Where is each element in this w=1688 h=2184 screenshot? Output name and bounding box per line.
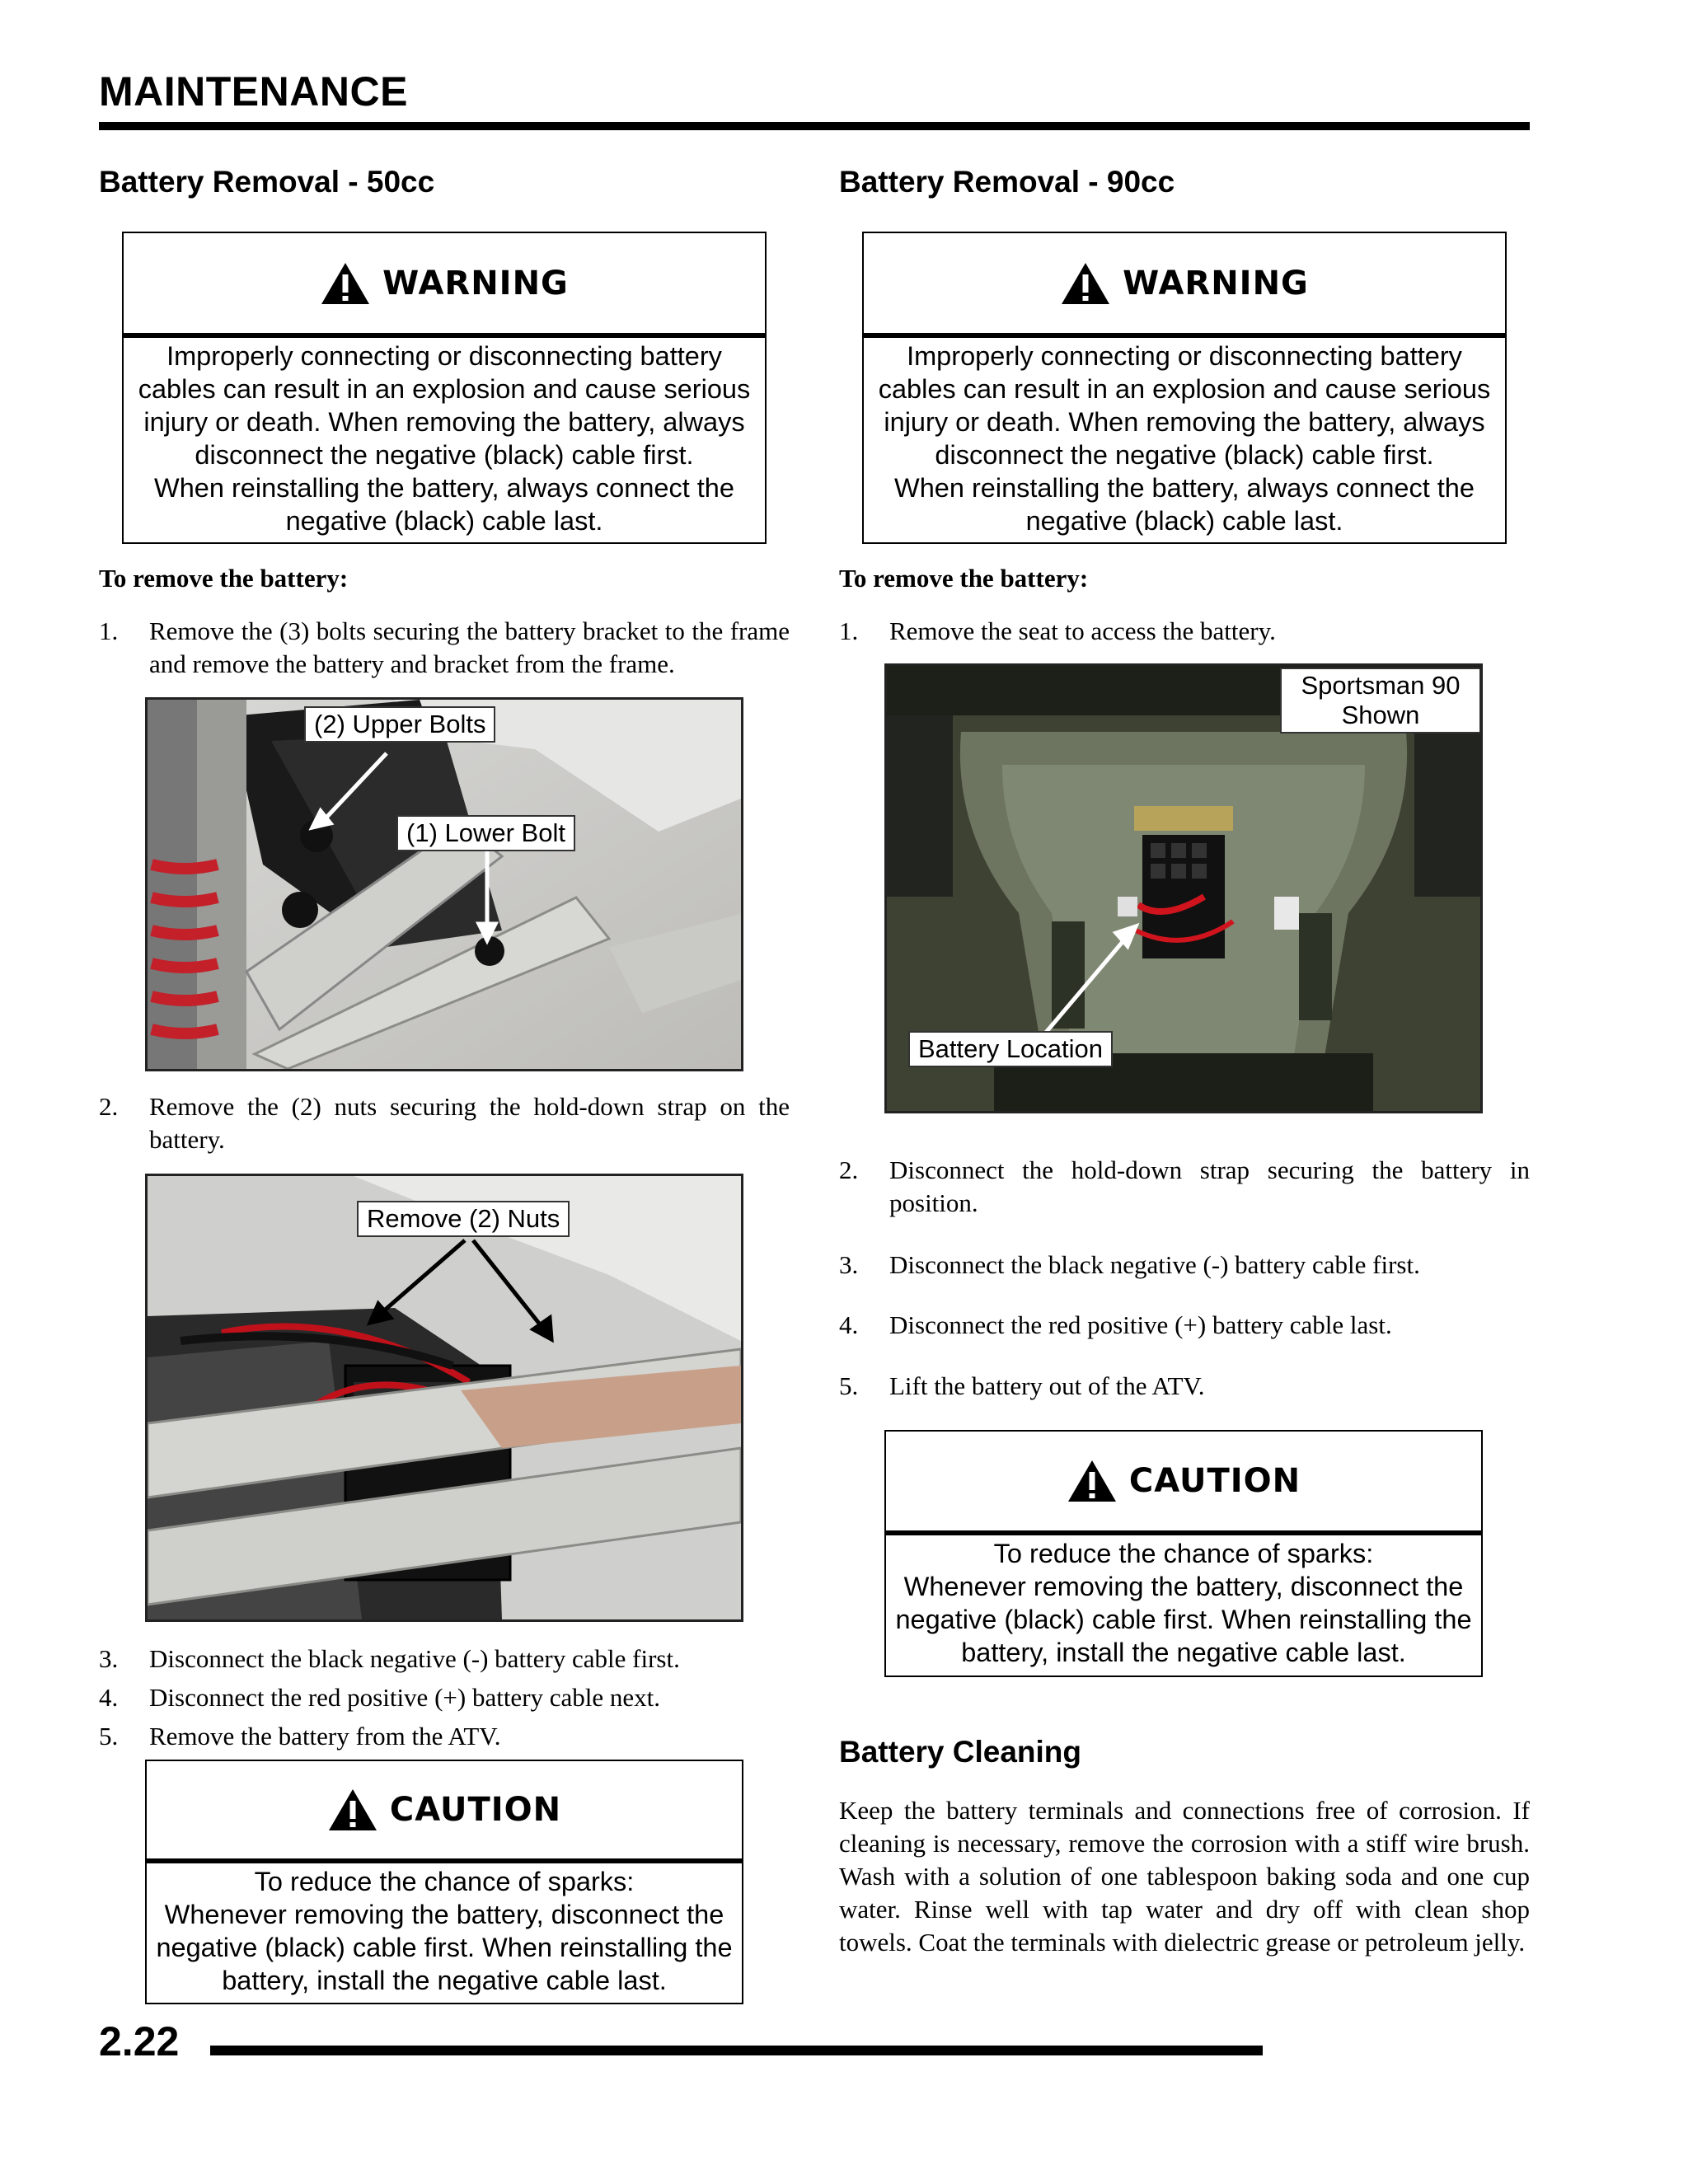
callout-line: Sportsman 90 xyxy=(1301,671,1461,700)
warning-triangle-icon xyxy=(1060,261,1111,306)
caution-line: battery, install the negative cable last. xyxy=(961,1638,1406,1667)
subhead-50cc: To remove the battery: xyxy=(99,564,349,593)
caution-text xyxy=(886,1535,1481,1669)
warning-line: cables can result in an explosion and cause serious xyxy=(138,374,751,404)
photo-battery-location xyxy=(884,663,1483,1113)
step-4-90cc xyxy=(839,1309,1530,1342)
header-rule xyxy=(99,122,1530,130)
step-number: 1. xyxy=(839,616,859,645)
caution-box-90cc xyxy=(884,1430,1483,1677)
step-2-50cc xyxy=(99,1090,790,1158)
caution-text xyxy=(147,1863,742,1997)
warning-box-50cc xyxy=(122,232,767,544)
page-header-title: MAINTENANCE xyxy=(99,68,408,115)
callout-battery-location: Battery Location xyxy=(908,1031,1113,1067)
warning-line: disconnect the negative (black) cable first. xyxy=(935,440,1434,470)
step-text: Remove the (3) bolts securing the battery bracket to the frame and remove the battery and bracket from the frame. xyxy=(149,616,790,678)
warning-triangle-icon xyxy=(320,261,371,306)
caution-line: battery, install the negative cable last. xyxy=(222,1966,667,1995)
step-2-90cc xyxy=(839,1154,1530,1221)
warning-header xyxy=(124,233,765,338)
battery-bracket-image xyxy=(148,700,741,1069)
step-3-90cc xyxy=(839,1249,1530,1282)
warning-box-90cc xyxy=(862,232,1507,544)
warning-triangle-icon xyxy=(1067,1459,1118,1503)
step-text: Disconnect the red positive (+) battery cable next. xyxy=(149,1683,661,1712)
battery-cleaning-paragraph: Keep the battery terminals and connections free of corrosion. If cleaning is necessary, remove the corrosion with a stiff wire brush. Wash with a solution of one tablespoon baking soda and one cup water. Rinse well with tap water and dry off with clean shop towels. Coat the terminals with dielectric grease or petroleum jelly. xyxy=(839,1796,1530,1957)
callout-remove-nuts: Remove (2) Nuts xyxy=(357,1201,570,1237)
warning-text xyxy=(864,338,1505,537)
warning-label: WARNING xyxy=(382,264,569,302)
caution-label: CAUTION xyxy=(389,1791,562,1829)
step-text: Remove the battery from the ATV. xyxy=(149,1722,501,1750)
warning-triangle-icon xyxy=(327,1788,378,1832)
warning-line: When reinstalling the battery, always connect the xyxy=(154,473,734,503)
section-title-90cc: Battery Removal - 90cc xyxy=(839,165,1175,199)
caution-line: negative (black) cable first. When reinstalling the xyxy=(895,1605,1472,1634)
step-1-50cc xyxy=(99,615,790,682)
warning-line: Improperly connecting or disconnecting battery xyxy=(907,341,1462,371)
step-text: Disconnect the black negative (-) battery cable first. xyxy=(889,1250,1420,1279)
caution-box-50cc xyxy=(145,1760,743,2004)
step-number: 4. xyxy=(839,1310,859,1339)
step-text: Disconnect the hold-down strap securing the battery in position. xyxy=(889,1155,1530,1217)
step-number: 5. xyxy=(839,1371,859,1400)
step-text: Remove the seat to access the battery. xyxy=(889,616,1276,645)
step-number: 2. xyxy=(99,1092,119,1121)
step-text: Disconnect the red positive (+) battery cable last. xyxy=(889,1310,1392,1339)
warning-line: cables can result in an explosion and cause serious xyxy=(878,374,1491,404)
warning-line: negative (black) cable last. xyxy=(1025,506,1343,536)
warning-line: injury or death. When removing the battery, always xyxy=(143,407,745,437)
warning-text xyxy=(124,338,765,537)
hold-down-strap-image xyxy=(148,1176,741,1619)
caution-line: To reduce the chance of sparks: xyxy=(254,1867,635,1896)
warning-line: Improperly connecting or disconnecting battery xyxy=(166,341,722,371)
step-text: Lift the battery out of the ATV. xyxy=(889,1371,1205,1400)
caution-line: To reduce the chance of sparks: xyxy=(993,1539,1374,1568)
step-text: Remove the (2) nuts securing the hold-down strap on the battery. xyxy=(149,1092,790,1154)
caution-line: Whenever removing the battery, disconnect the xyxy=(164,1900,724,1929)
caution-header xyxy=(147,1761,742,1863)
photo-battery-bracket-bolts xyxy=(145,697,743,1071)
section-title-50cc: Battery Removal - 50cc xyxy=(99,165,435,199)
step-5-50cc xyxy=(99,1720,790,1753)
caution-header xyxy=(886,1432,1481,1535)
step-number: 4. xyxy=(99,1683,119,1712)
photo-hold-down-strap-nuts xyxy=(145,1174,743,1622)
step-number: 3. xyxy=(99,1644,119,1673)
step-number: 3. xyxy=(839,1250,859,1279)
callout-lower-bolt: (1) Lower Bolt xyxy=(396,815,575,851)
step-number: 5. xyxy=(99,1722,119,1750)
warning-label: WARNING xyxy=(1123,264,1309,302)
subhead-90cc: To remove the battery: xyxy=(839,564,1089,593)
caution-label: CAUTION xyxy=(1128,1462,1301,1500)
step-3-50cc xyxy=(99,1643,790,1675)
warning-line: When reinstalling the battery, always connect the xyxy=(894,473,1475,503)
section-title-battery-cleaning: Battery Cleaning xyxy=(839,1735,1082,1769)
warning-line: disconnect the negative (black) cable first. xyxy=(195,440,694,470)
page-number: 2.22 xyxy=(99,2018,180,2064)
step-text: Disconnect the black negative (-) battery cable first. xyxy=(149,1644,680,1673)
step-number: 2. xyxy=(839,1155,859,1184)
step-1-90cc xyxy=(839,615,1530,648)
step-number: 1. xyxy=(99,616,119,645)
warning-line: injury or death. When removing the battery, always xyxy=(884,407,1485,437)
step-5-90cc xyxy=(839,1370,1530,1403)
warning-line: negative (black) cable last. xyxy=(285,506,603,536)
callout-model-shown xyxy=(1280,668,1481,733)
callout-line: Shown xyxy=(1341,701,1420,729)
caution-line: negative (black) cable first. When reinstalling the xyxy=(156,1933,733,1962)
step-4-50cc xyxy=(99,1681,790,1714)
warning-header xyxy=(864,233,1505,338)
callout-upper-bolts: (2) Upper Bolts xyxy=(304,706,495,743)
footer-rule xyxy=(210,2046,1263,2055)
caution-line: Whenever removing the battery, disconnect the xyxy=(903,1572,1464,1601)
